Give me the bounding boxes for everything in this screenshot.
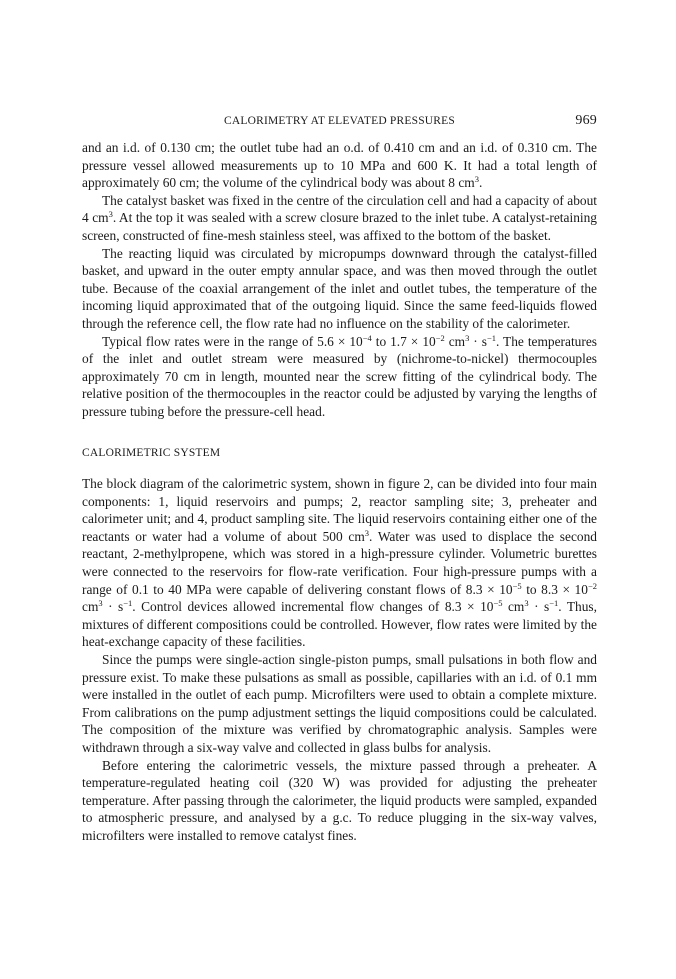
paragraph: Since the pumps were single-action single-piston pumps, small pulsations in both flow and pressure exist. To make these pulsations as small as possible, capillaries with an i.d. of 0.1 mm were installed in the outlet of each pump. Microfilters were used to obtain a complete mixture. From calibrations on the pump adjustment settings the liquid compositions could be calculated. The composition of the mixture was verified by chromatographic analysis. Samples were withdrawn through a six-way valve and collected in glass bulbs for analysis. [82, 652, 597, 755]
running-title: CALORIMETRY AT ELEVATED PRESSURES [224, 115, 455, 127]
paragraph: The reacting liquid was circulated by micropumps downward through the catalyst-filled basket, and upward in the outer empty annular space, and was then moved through the outlet tube. Because of the coaxial arrangement of the inlet and outlet tubes, the temperature of the incoming liquid approximated that of the outgoing liquid. Since the same feed-liquids flowed through the reference cell, the flow rate had no influence on the stability of the calorimeter. [82, 245, 597, 331]
section-1-paragraphs [82, 139, 597, 421]
paragraph: The catalyst basket was fixed in the centre of the circulation cell and had a capacity of about 4 $cm^3$. At the top it was sealed with a screw closure brazed to the inlet tube. A catalyst-retaining screen, constructed of fine-mesh stainless steel, was affixed to the bottom of the basket. [82, 192, 597, 243]
paragraph: Typical flow rates were in the range of $5.6 \times 10^{-4}$ to $1.7 \times 10^{-2}$ $cm^3 \cdot s^{-1}$. The temperatures of the inlet and outlet stream were measured by (nichrome-to-nickel) thermocouples approximately 70 cm in length, mounted near the screw fitting of the cylindrical body. The relative position of the thermocouples in the reactor could be adjusted by varying the lengths of pressure tubing before the pressure-cell head. [82, 332, 597, 419]
paragraph: The block diagram of the calorimetric system, shown in figure 2, can be divided into four main components: 1, liquid reservoirs and pumps; 2, reactor sampling site; 3, preheater and calorimeter unit; and 4, product sampling site. The liquid reservoirs containing either one of the reactants or water had a volume of about 500 $cm^3$. Water was used to displace the second reactant, 2-methylpropene, which was stored in a high-pressure cylinder. Volumetric burettes were connected to the reservoirs for flow-rate verification. Four high-pressure pumps with a range of 0.1 to 40 MPa were capable of delivering constant flows of $8.3 \times 10^{-5}$ to $8.3 \times 10^{-2}$ $cm^3 \cdot s^{-1}$. Control devices allowed incremental flow changes of $8.3 \times 10^{-5}$ $cm^3 \cdot s^{-1}$. Thus, mixtures of different compositions could be controlled. However, flow rates were limited by the heat-exchange capacity of these facilities. [82, 476, 597, 650]
section-2-paragraphs [82, 475, 597, 844]
body-text [82, 139, 597, 845]
section-heading: CALORIMETRIC SYSTEM [82, 446, 221, 459]
page-number: 969 [575, 113, 597, 128]
paragraph: and an i.d. of 0.130 cm; the outlet tube had an o.d. of 0.410 cm and an i.d. of 0.310 cm. The pressure vessel allowed measurements up to 10 MPa and 600 K. It had a total length of approximately 60 cm; the volume of the cylindrical body was about 8 $cm^3$. [82, 140, 597, 191]
paragraph: Before entering the calorimetric vessels, the mixture passed through a preheater. A temperature-regulated heating coil (320 W) was provided for adjusting the preheater temperature. After passing through the calorimeter, the liquid products were sampled, expanded to atmospheric pressure, and analysed by a g.c. To reduce plugging in the six-way valves, microfilters were installed to remove catalyst fines. [82, 757, 597, 843]
page-header [82, 113, 597, 133]
